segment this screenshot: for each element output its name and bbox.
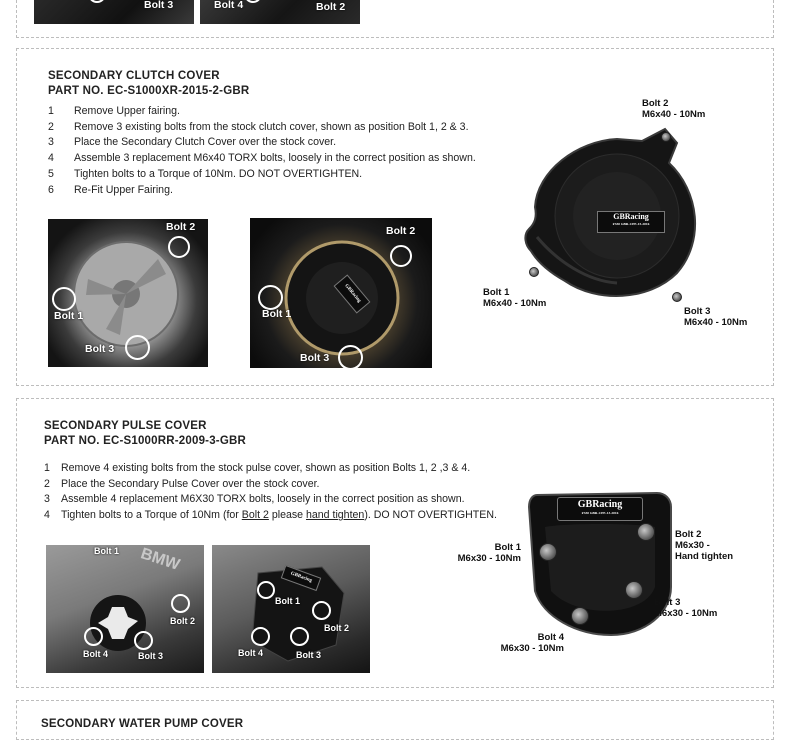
bolt-1-marker xyxy=(539,543,557,561)
fitted-clutch-cover-photo xyxy=(250,218,432,368)
callout-bolt-3: Bolt 3 M6x30 - 10Nm xyxy=(654,597,718,619)
bolt-label: Bolt 2 xyxy=(316,1,346,13)
section-title: SECONDARY PULSE COVER xyxy=(44,420,207,432)
bolt-label: Bolt 1 xyxy=(94,546,120,556)
bolt-label: Bolt 4 xyxy=(238,648,264,658)
previous-section-card xyxy=(16,0,774,38)
bolt-ring xyxy=(312,601,331,620)
instruction-step: 3 Place the Secondary Clutch Cover over the stock cover. xyxy=(48,136,337,149)
part-number: PART NO. EC-S1000XR-2015-2-GBR xyxy=(48,85,250,97)
bolt-ring xyxy=(171,594,190,613)
bolt-ring xyxy=(84,627,103,646)
previous-photo-right xyxy=(200,0,360,24)
instruction-step: 2 Remove 3 existing bolts from the stock clutch cover, shown as position Bolt 1, 2 & 3. xyxy=(48,120,469,133)
bolt-ring xyxy=(290,627,309,646)
part-number: PART NO. EC-S1000RR-2009-3-GBR xyxy=(44,435,246,447)
water-pump-cover-card xyxy=(16,700,774,740)
bolt-label: Bolt 1 xyxy=(275,596,301,606)
stock-pulse-cover-photo xyxy=(46,545,204,673)
bolt-3-marker xyxy=(672,292,682,302)
bolt-label: Bolt 3 xyxy=(144,0,174,11)
instruction-step: 4 Tighten bolts to a Torque of 10Nm (for Bolt 2 please hand tighten). DO NOT OVERTIGHTEN. xyxy=(44,509,497,522)
callout-bolt-1: Bolt 1 M6x40 - 10Nm xyxy=(483,287,547,309)
instruction-step: 1 Remove 4 existing bolts from the stock pulse cover, shown as position Bolts 1, 2 ,3 & 4. xyxy=(44,462,471,474)
gbracing-badge: GBRacing F330 GBR-CPE-13-2016 xyxy=(557,497,643,521)
bolt-2-marker xyxy=(661,132,671,142)
stock-clutch-cover-photo xyxy=(48,219,208,367)
bmw-logo-text: BMW xyxy=(138,545,182,574)
bolt-ring xyxy=(168,236,190,258)
bolt-ring xyxy=(244,0,262,3)
instruction-step: 1 Remove Upper fairing. xyxy=(48,105,180,117)
bolt-label: Bolt 3 xyxy=(300,352,330,364)
clutch-cover-card xyxy=(16,48,774,386)
bolt-3-marker xyxy=(625,581,643,599)
section-title: SECONDARY WATER PUMP COVER xyxy=(41,718,244,730)
instruction-list xyxy=(48,104,476,198)
instruction-list xyxy=(44,461,497,524)
bolt-ring xyxy=(390,245,412,267)
pulse-cover-card xyxy=(16,398,774,688)
bolt-label: Bolt 3 xyxy=(85,343,115,355)
bolt-ring xyxy=(258,285,283,310)
callout-bolt-2: Bolt 2 M6x40 - 10Nm xyxy=(642,98,706,120)
bolt-ring xyxy=(125,335,150,360)
bolt-4-marker xyxy=(571,607,589,625)
bolt-label: Bolt 1 xyxy=(262,308,292,320)
bolt-label: Bolt 4 xyxy=(214,0,244,11)
bolt-label: Bolt 2 xyxy=(386,225,416,237)
instruction-step: 4 Assemble 3 replacement M6x40 TORX bolts, loosely in the correct position as shown. xyxy=(48,152,476,165)
bolt-ring xyxy=(52,287,76,311)
bolt-label: Bolt 2 xyxy=(170,616,196,626)
gbracing-badge: GBRacing xyxy=(334,274,371,313)
bolt-label: Bolt 4 xyxy=(83,649,109,659)
bolt-label: Bolt 2 xyxy=(324,623,350,633)
bolt-2-marker xyxy=(637,523,655,541)
instruction-step: 2 Place the Secondary Pulse Cover over the stock cover. xyxy=(44,477,320,490)
callout-bolt-1: Bolt 1 M6x30 - 10Nm xyxy=(457,542,521,564)
bolt-ring xyxy=(134,631,153,650)
fitted-pulse-cover-photo xyxy=(212,545,370,673)
gbracing-badge: GBRacing F330 GBR-CPE-15-2016 xyxy=(597,211,665,233)
bolt-ring xyxy=(338,345,363,368)
instruction-step: 5 Tighten bolts to a Torque of 10Nm. DO NOT OVERTIGHTEN. xyxy=(48,167,363,180)
bolt-1-marker xyxy=(529,267,539,277)
section-title: SECONDARY CLUTCH COVER xyxy=(48,70,220,82)
instruction-step: 6 Re-Fit Upper Fairing. xyxy=(48,183,173,196)
previous-photo-left xyxy=(34,0,194,24)
fitted-pulse-shape xyxy=(212,545,370,673)
bolt-label: Bolt 2 xyxy=(166,221,196,233)
bolt-ring xyxy=(257,581,275,599)
callout-bolt-2: Bolt 2 M6x30 - Hand tighten xyxy=(675,529,734,562)
callout-bolt-3: Bolt 3 M6x40 - 10Nm xyxy=(684,306,748,328)
bolt-ring xyxy=(251,627,270,646)
bolt-label: Bolt 3 xyxy=(296,650,322,660)
gbracing-badge: GBRacing xyxy=(281,565,321,591)
bolt-label: Bolt 1 xyxy=(54,310,84,322)
callout-bolt-4: Bolt 4 M6x30 - 10Nm xyxy=(500,632,564,654)
bolt-label: Bolt 3 xyxy=(138,651,164,661)
bolt-ring xyxy=(88,0,106,3)
instruction-step: 3 Assemble 4 replacement M6X30 TORX bolts, loosely in the correct position as shown. xyxy=(44,493,465,506)
